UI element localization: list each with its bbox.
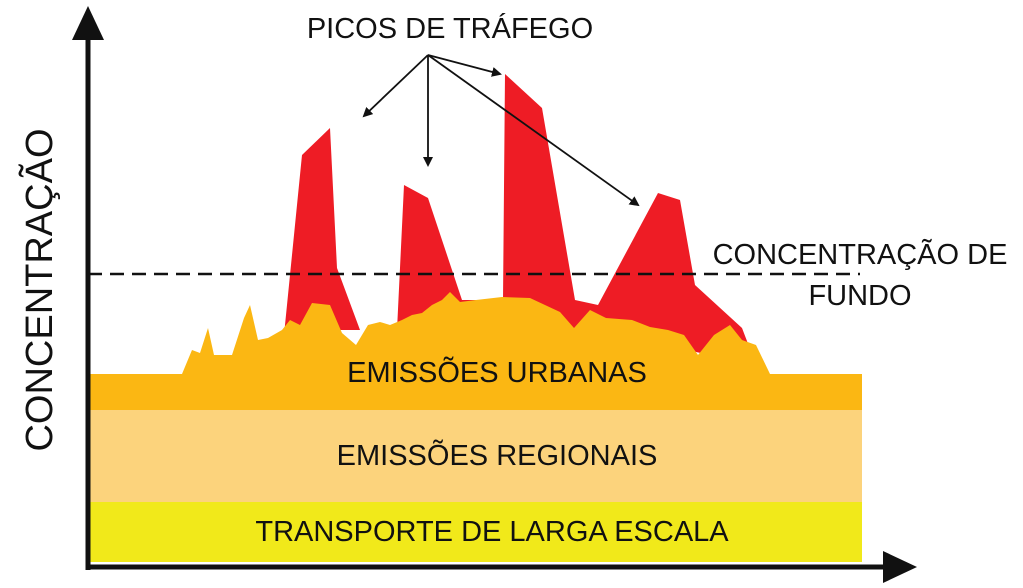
- x-axis-arrow-icon: [883, 551, 917, 583]
- background-concentration-label-line1: CONCENTRAÇÃO DE: [712, 239, 1008, 271]
- regional-emissions-label: EMISSÕES REGIONAIS: [336, 440, 658, 472]
- traffic-peak-arrows: [364, 55, 638, 205]
- urban-emissions-layer: [88, 292, 862, 410]
- arrow-to-peak-3: [428, 55, 500, 74]
- background-concentration-label-line2: FUNDO: [808, 280, 912, 312]
- urban-emissions-label: EMISSÕES URBANAS: [347, 357, 647, 389]
- large-scale-transport-label: TRANSPORTE DE LARGA ESCALA: [255, 516, 729, 548]
- y-axis-arrow-icon: [72, 6, 104, 40]
- y-axis-label: CONCENTRAÇÃO: [19, 128, 61, 452]
- traffic-peaks-label: PICOS DE TRÁFEGO: [306, 13, 594, 45]
- arrow-to-peak-1: [364, 55, 428, 116]
